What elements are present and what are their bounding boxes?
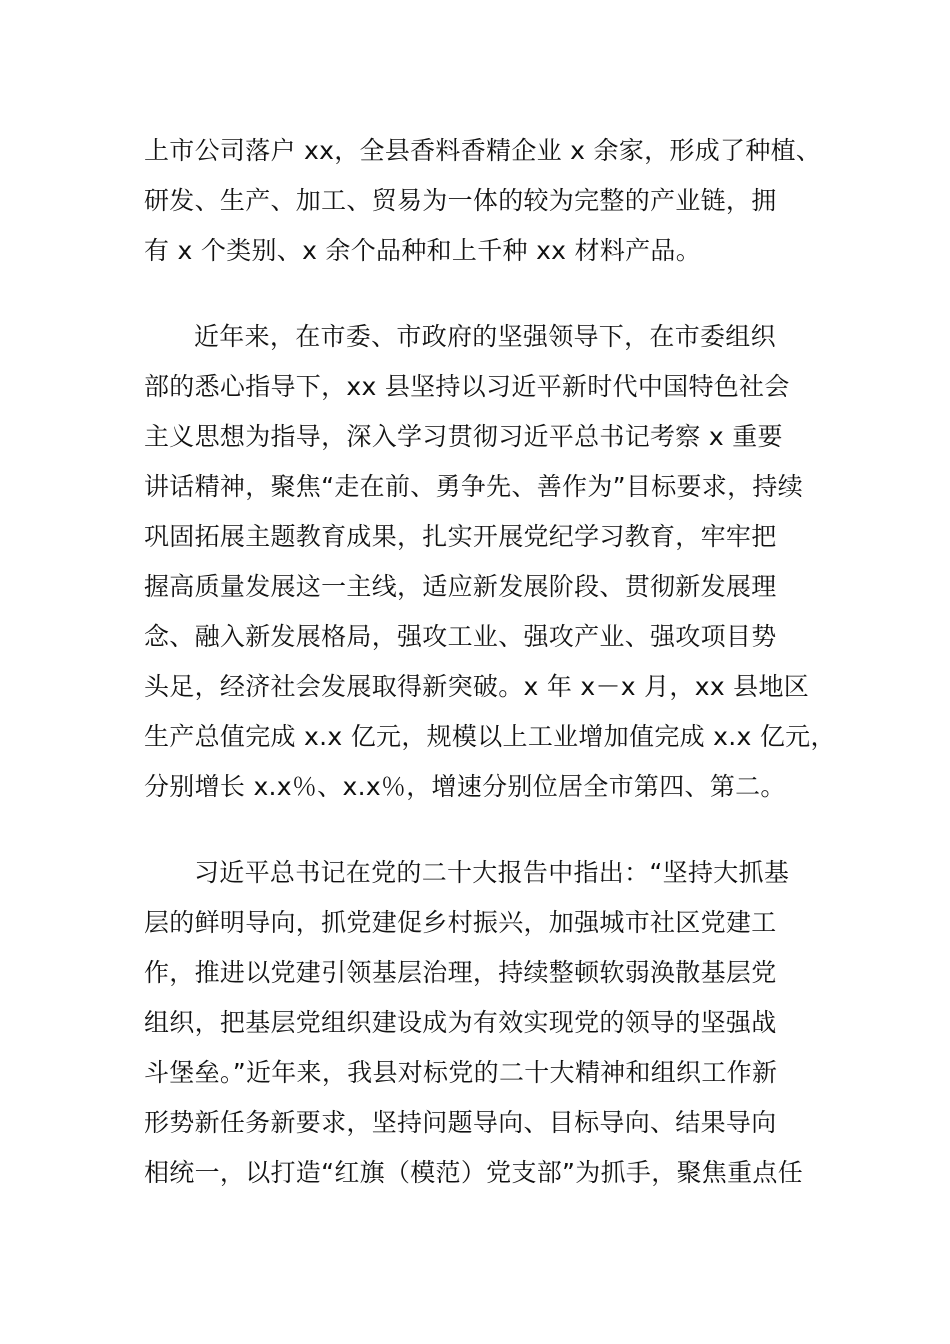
text-line: 层的鲜明导向，抓党建促乡村振兴，加强城市社区党建工 (144, 908, 777, 937)
text-line: 研发、生产、加工、贸易为一体的较为完整的产业链，拥 (144, 186, 777, 215)
text-line: 形势新任务新要求，坚持问题导向、目标导向、结果导向 (144, 1108, 777, 1137)
text-line: 巩固拓展主题教育成果，扎实开展党纪学习教育，牢牢把 (144, 522, 777, 551)
text-line: 斗堡垒。”近年来，我县对标党的二十大精神和组织工作新 (144, 1058, 778, 1087)
paragraph-party-building (144, 848, 834, 1198)
paragraph-economic-development (144, 312, 834, 812)
text-line: 讲话精神，聚焦“走在前、勇争先、善作为”目标要求，持续 (144, 472, 804, 501)
text-line: 头足，经济社会发展取得新突破。x 年 x－x 月，xx 县地区 (144, 672, 810, 701)
paragraph-industry-chain (144, 126, 834, 276)
text-line: 近年来，在市委、市政府的坚强领导下，在市委组织 (194, 322, 776, 351)
text-line: 念、融入新发展格局，强攻工业、强攻产业、强攻项目势 (144, 622, 777, 651)
text-line: 握高质量发展这一主线，适应新发展阶段、贯彻新发展理 (144, 572, 777, 601)
text-line: 有 x 个类别、x 余个品种和上千种 xx 材料产品。 (144, 236, 702, 265)
text-line: 生产总值完成 x.x 亿元，规模以上工业增加值完成 x.x 亿元， (144, 722, 836, 751)
text-line: 习近平总书记在党的二十大报告中指出：“坚持大抓基 (194, 858, 790, 887)
text-line: 相统一，以打造“红旗（模范）党支部”为抓手，聚焦重点任 (144, 1158, 804, 1187)
text-line: 主义思想为指导，深入学习贯彻习近平总书记考察 x 重要 (144, 422, 783, 451)
text-line: 作，推进以党建引领基层治理，持续整顿软弱涣散基层党 (144, 958, 777, 987)
text-line: 组织，把基层党组织建设成为有效实现党的领导的坚强战 (144, 1008, 777, 1037)
text-line: 分别增长 x.x％、x.x％，增速分别位居全市第四、第二。 (144, 772, 786, 801)
text-line: 上市公司落户 xx，全县香料香精企业 x 余家，形成了种植、 (144, 136, 822, 165)
text-line: 部的悉心指导下，xx 县坚持以习近平新时代中国特色社会 (144, 372, 790, 401)
